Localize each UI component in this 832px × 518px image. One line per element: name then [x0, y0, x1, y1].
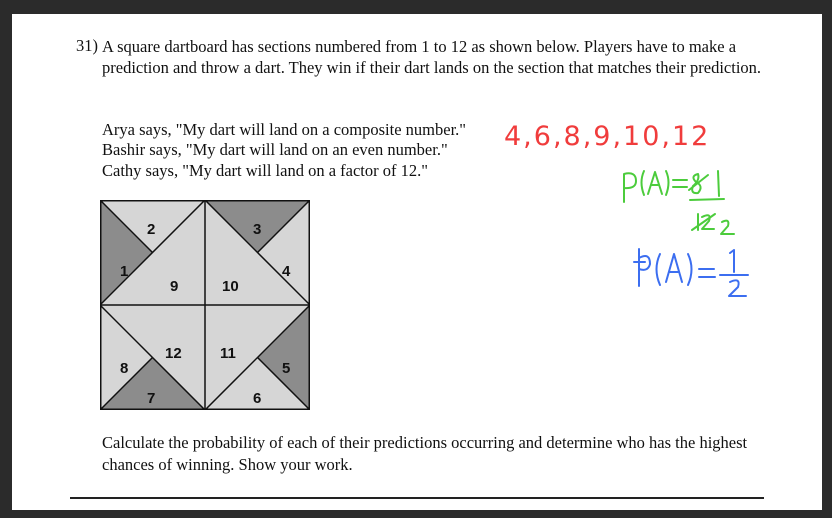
section-label-11: 11 — [220, 345, 236, 362]
question-stem: A square dartboard has sections numbered from 1 to 12 as shown below. Players have to make a prediction and throw a dart. They win if their dart lands on the section that matches their prediction. — [102, 37, 762, 77]
section-label-4: 4 — [282, 263, 291, 280]
handwritten-composite-list: 4,6,8,9,10,12 — [504, 121, 711, 152]
statement-cathy: Cathy says, "My dart will land on a factor of 12." — [102, 161, 428, 180]
question-number: 31) — [76, 36, 98, 55]
section-label-5: 5 — [282, 360, 291, 377]
statement-arya: Arya says, "My dart will land on a composite number." — [102, 120, 467, 139]
section-label-8: 8 — [120, 360, 129, 377]
dartboard — [100, 200, 310, 410]
section-label-6: 6 — [253, 390, 262, 407]
section-label-7: 7 — [147, 390, 156, 407]
question-task: Calculate the probability of each of their predictions occurring and determine who has the highest chances of winning. Show your work. — [102, 433, 748, 474]
section-label-3: 3 — [253, 221, 262, 238]
handwritten-green-work — [624, 171, 734, 234]
section-label-2: 2 — [147, 221, 156, 238]
answer-line — [70, 497, 764, 499]
section-label-9: 9 — [170, 278, 179, 295]
statement-bashir: Bashir says, "My dart will land on an even number." — [102, 140, 448, 159]
section-label-1: 1 — [120, 263, 129, 280]
section-label-10: 10 — [222, 278, 239, 295]
section-label-12: 12 — [165, 345, 182, 362]
worksheet-page — [12, 14, 822, 510]
handwritten-blue-work — [634, 249, 748, 296]
